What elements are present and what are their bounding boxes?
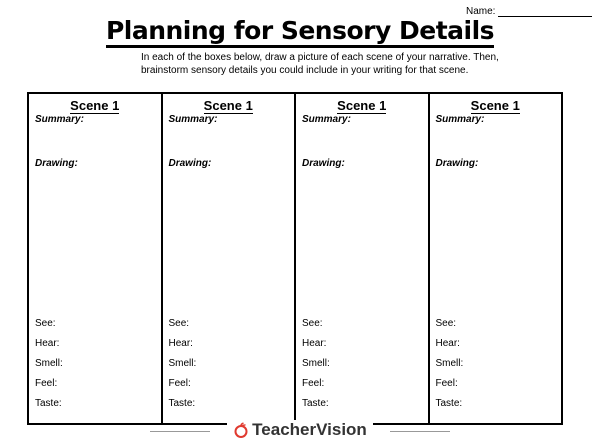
scene-heading xyxy=(436,98,556,113)
drawing-label: Drawing: xyxy=(302,158,345,169)
sense-feel-label: Feel: xyxy=(302,378,325,389)
sense-taste-label: Taste: xyxy=(168,398,196,409)
scene-heading-text: Scene 1 xyxy=(203,98,253,113)
logo-text: TeacherVision xyxy=(252,420,367,439)
sense-smell-label: Smell: xyxy=(302,358,330,369)
drawing-label: Drawing: xyxy=(168,158,212,169)
sense-see-label: See: xyxy=(435,318,457,329)
scene-column-4 xyxy=(430,94,562,423)
scene-column-2 xyxy=(163,94,297,423)
sense-smell-label: Smell: xyxy=(435,358,464,369)
page-title-text: Planning for Sensory Details xyxy=(106,16,494,48)
senses-list xyxy=(436,318,464,418)
scene-heading-text: Scene 1 xyxy=(470,98,520,113)
drawing-label: Drawing: xyxy=(435,158,479,169)
instructions: In each of the boxes below, draw a picture of each scene of your narrative. Then, brainstorm sensory details you could include in your writing for that scene. xyxy=(141,52,499,76)
senses-list xyxy=(35,318,63,418)
sense-taste-label: Taste: xyxy=(35,398,62,409)
sense-hear-label: Hear: xyxy=(435,338,460,349)
sense-smell-label: Smell: xyxy=(168,358,197,369)
sense-smell-label: Smell: xyxy=(35,358,63,369)
apple-icon xyxy=(233,422,249,438)
sense-feel-label: Feel: xyxy=(35,378,58,389)
sense-taste-label: Taste: xyxy=(302,398,329,409)
summary-label: Summary: xyxy=(302,114,351,125)
scene-heading xyxy=(35,98,155,113)
senses-list xyxy=(302,318,330,418)
logo-mark xyxy=(227,420,373,440)
teachervision-logo xyxy=(0,420,600,443)
page-title xyxy=(0,16,600,45)
scene-heading-text: Scene 1 xyxy=(337,98,387,113)
scene-grid xyxy=(27,92,563,425)
scene-heading xyxy=(302,98,422,113)
scene-heading-text: Scene 1 xyxy=(70,98,120,113)
scene-heading xyxy=(169,98,289,113)
sense-see-label: See: xyxy=(35,318,56,329)
sense-taste-label: Taste: xyxy=(435,398,463,409)
sense-hear-label: Hear: xyxy=(168,338,193,349)
scene-column-1 xyxy=(29,94,163,423)
sense-hear-label: Hear: xyxy=(302,338,327,349)
sense-hear-label: Hear: xyxy=(35,338,60,349)
summary-label: Summary: xyxy=(168,114,218,125)
sense-feel-label: Feel: xyxy=(435,378,458,389)
scene-column-3 xyxy=(296,94,430,423)
senses-list xyxy=(169,318,197,418)
summary-label: Summary: xyxy=(35,114,84,125)
sense-see-label: See: xyxy=(168,318,190,329)
logo-rule-left xyxy=(150,431,210,432)
logo-rule-right xyxy=(390,431,450,432)
summary-label: Summary: xyxy=(435,114,485,125)
sense-feel-label: Feel: xyxy=(168,378,191,389)
sense-see-label: See: xyxy=(302,318,323,329)
name-label: Name: xyxy=(466,6,496,17)
drawing-label: Drawing: xyxy=(35,158,78,169)
